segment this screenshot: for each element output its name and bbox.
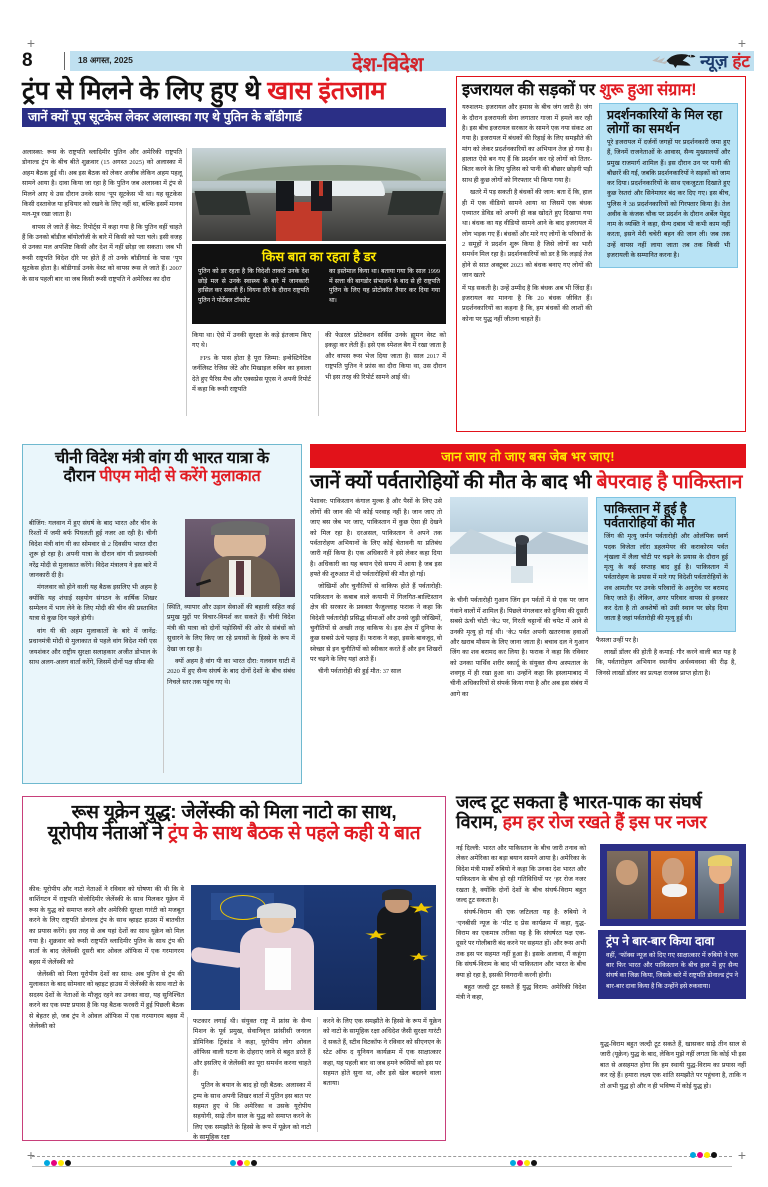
pakistan-sidebox: [596, 497, 736, 631]
lead-body-p3: किया था। ऐसे में उनकी सुरक्षा के कड़े इंतजाम किए गए थे।: [192, 332, 311, 350]
indopak-headline-line2: [456, 812, 746, 832]
pakistan-body-p4: फैसला उन्हीं पर है।: [596, 636, 639, 644]
pakistan-photo: [450, 497, 588, 592]
lead-body-col3: की फेडरल प्रोटेक्शन सर्विस उनके ह्यूमन वेस्ट को इकट्ठा कर लेती हैं। इसे एक स्पेशल बैग में रखा जाता है और वापस रूस भेज दिया जाता है। साल 2017 में राष्ट्रपति पुतिन ने फ्रांस का दौरा किया था, उस दौरान भी इस तरह की रिपोर्ट सामने आई थी।: [325, 332, 446, 381]
pakistan-headline-black: जानें क्यों पर्वतारोहियों की मौत के बाद भी: [310, 471, 597, 493]
china-body-p4: स्थिति, व्यापार और उड़ान सेवाओं की बहाली सहित कई प्रमुख मुद्दों पर विचार-विमर्श कर सकते हैं। चीनी विदेश मंत्री की यात्रा को दोनों पड़ोसियों की ओर से संबंधों को सुधारने के लिए किए जा रहे प्रयासों के हिस्से के रूप में देखा जा रहा है।: [167, 604, 295, 653]
pakistan-body-p3: चीनी पर्वतारोही की हुई मौत: 37 साल: [318, 668, 401, 676]
israel-body-p2: खतरे में पड़ सकती है बंधकों की जान: बता दें कि, हाल ही में एक वीडियो सामने आया था जिसमें एक बंधक एव्यातर डेविड को अपनी ही कब्र खोदते हुए दिखाया गया था। बंधक का यह वीडियो सामने आने के बाद इजरायल में लोग भड़क गए हैं। बंधकों और मारे गए लोगों के परिवारों के 2 समूहों ने प्रदर्शन शुरू किया है जिसे लोगों का भारी समर्थन मिल रहा है। प्रदर्शनकारियों को डर है कि लड़ाई तेज होने से सात अक्टूबर 2023 को बंधक बनाए गए लोगों की जान खतरे: [462, 189, 592, 280]
lead-headline: [22, 76, 446, 106]
pakistan-body-col2: के चीनी पर्वतारोही गुआन जिंग इन पर्वतों में से एक पर जान गंवाने वालों में शामिल हैं। पिछले मंगलवार को दुनिया की दूसरी सबसे ऊंची चोटी ‘के2 पर, गिरती चट्टानों की चपेट में आने से उनकी मृत्यु हो गई थी। ‘के2 पर्वत अपनी खतरनाक हवाओं और खराब मौसम के लिए जाना जाता है। बचाव दल ने गुआन जिंग का शव बरामद कर लिया है। फराक ने कहा कि रविवार को उनका पार्थिव शरीर स्कार्दू के संयुक्त सैन्य अस्पताल के शवगृह में ही रखा हुआ था। उन्होंने कहा कि इस्लामाबाद में चीनी अधिकारियों से संपर्क किया गया है और अब इस संबंध में आगे का: [450, 597, 588, 698]
indopak-story: [456, 792, 746, 1142]
pakistan-body-p5: लाखों डॉलर की होती है कमाई: गौर करने वाली बात यह है कि, पर्वतारोहण अभियान स्थानीय अर्थव्यवस्था की रीढ़ है, जिनसे लाखों डॉलर का प्रत्यक्ष राजस्व प्राप्त होता है।: [596, 649, 736, 677]
crop-mark-bottom-right: [735, 1148, 749, 1162]
lead-story: [22, 76, 446, 432]
indopak-body-p1: नई दिल्ली: भारत और पाकिस्तान के बीच जारी तनाव को लेकर अमेरिका का बड़ा बयान सामने आया है। अमेरिका के विदेश मंत्री मार्को रुबियो ने कहा कि उनका देश भारत और पाकिस्तान के बीच हो रही गतिविधियों पर ‘हर रोज नजर रखता है, क्योंकि दोनों देशों के बीच संघर्ष-विराम बहुत जल्द टूट सकता है।: [456, 845, 586, 904]
china-body-col2: [167, 603, 295, 688]
ukraine-body-p1: कीव: यूरोपीय और नाटो नेताओं ने रविवार को घोषणा की थी कि वे वाशिंगटन में राष्ट्रपति वोलोदिमीर जेलेंस्की के साथ मिलकर यूक्रेन में रूस के युद्ध को समाप्त करने और अमेरिकी सुरक्षा गारंटी को मजबूत करने के लिए राष्ट्रपति डोनाल्ड ट्रंप के साथ व्हाइट हाउस में बातचीत का प्रयास करेंगे। इस तरह से अब यहां देशों का साथ यूक्रेन को मिल गया है। शुक्रवार को रूसी राष्ट्रपति व्लादिमीर पुतिन के साथ ट्रंप की वार्ता के बाद जेलेंस्की दूसरी बार ओवल ऑफिस में एक गरमागरम बहस में जेलेंस्की को: [29, 886, 184, 966]
pakistan-body-p1: पेशावर: पाकिस्तान कंगाल मुल्क है और पैसों के लिए उसे लोगों की जान की भी कोई परवाह नहीं है। जान जाए तो जाए बस जेब भर जाए, पाकिस्तान में कुछ ऐसा ही देखने को मिल रहा है। दरअसल, पाकिस्तान ने अपने तक पर्वतारोहण अभियानों के लिए कोई चेतावनी या प्रतिबंध जारी नहीं किया है। एक अधिकारी ने इसे लेकर कहा दिया है। अधिकारी का यह बयान ऐसे समय में आया है जब इस हफ्ते की शुरुआत में दो पर्वतारोहियों की मौत हो गई।: [310, 498, 442, 579]
lead-headline-red: खास इंतजाम: [267, 77, 386, 105]
israel-body-col1: [462, 103, 592, 325]
brand-name-first: न्यूज़: [700, 51, 728, 71]
ukraine-column-rule-1: [187, 1017, 188, 1132]
lead-photo: [192, 148, 446, 241]
israel-sidebox: [599, 103, 738, 268]
ukraine-headline: [29, 802, 439, 845]
pakistan-headline: [310, 472, 746, 493]
china-body-p3: वांग यी की अहम मुलाकातों के बारे में जानेंद्र: प्रधानमंत्री मोदी से मुलाकात से पहले वांग विदेश मंत्री एस जयशंकर और राष्ट्रीय सुरक्षा सलाहकार अजीत डोभाल के साथ अलग-अलग वार्ता करेंगे, जिसमें दोनों पक्ष सीमा की: [29, 627, 157, 666]
israel-headline: [462, 81, 740, 99]
eagle-icon: [649, 48, 697, 72]
masthead-divider: [64, 52, 65, 70]
cmyk-bar-right: [510, 1160, 537, 1166]
lead-body-p4: FPS के पास होता है पूरा जिम्मा: इन्वेस्टिगेटिव जर्नलिस्ट रेजिस जेंटे और मिखाइल रुबिन का हवाला देते हुए पैरिस मैच और एक्सप्रेस यूएस ने अपनी रिपोर्ट में कहा कि रूसी राष्ट्रपति: [192, 354, 311, 393]
pakistan-body-col1: [310, 497, 442, 700]
china-body-col1: [29, 519, 157, 668]
lead-subhead: जानें क्यों पूप सूटकेस लेकर अलास्का गए थे पुतिन के बॉडीगार्ड: [22, 108, 446, 127]
pakistan-body-col3: [596, 636, 736, 680]
china-photo: [185, 519, 295, 597]
lead-body-col2: [192, 331, 311, 395]
publication-date: 18 अगस्त, 2025: [78, 55, 133, 65]
lead-body-col1: [22, 148, 182, 285]
crop-mark-bottom-left: [24, 1148, 38, 1162]
lead-headline-black: ट्रंप से मिलने के लिए हुए थे: [22, 77, 268, 105]
ukraine-body-p3: फटकार लगाई थी। संयुक्त राष्ट्र में फ्रांस के सैन्य मिशन के पूर्व प्रमुख, सेवानिवृत्त फ्रांसीसी जनरल डोमिनिक ट्रिंकांड ने कहा, यूरोपीय लोग ओवल ऑफिस वाली घटना के दोहराए जाने से बहुत डरते हैं और इसलिए वे जेलेंस्की का पूरा समर्थन करना चाहते हैं।: [193, 1018, 311, 1077]
cmyk-bar-far-right: [690, 1152, 717, 1158]
ukraine-headline-line2-red: ट्रंप के साथ बैठक से पहले कही ये बात: [167, 823, 421, 845]
center-red-banner: जान जाए तो जाए बस जेब भर जाए!: [310, 444, 746, 468]
israel-body-p3: में पड़ सकती है। उन्हें उम्मीद है कि बंधक अब भी जिंदा हैं। इजरायल का मानना है कि 20 बंधक जीवित हैं। प्रदर्शनकारियों का कहना है कि, हम बंधकों की लाशों की कोना पर युद्ध नहीं जीतना चाहते हैं।: [462, 284, 592, 323]
lead-caption-box: [192, 244, 446, 324]
ukraine-headline-line2: [29, 823, 439, 844]
indopak-headline-line1: जल्द टूट सकता है भारत-पाक का संघर्ष: [456, 792, 702, 812]
indopak-body-p3: बहुत जल्दी टूट सकते हैं युद्ध विराम: अमेरिकी विदेश मंत्री ने कहा,: [456, 983, 586, 1002]
indopak-bluebox-title: ट्रंप ने बार-बार किया दावा: [606, 934, 715, 948]
pakistan-story: [310, 444, 746, 784]
indopak-photo: [600, 844, 746, 926]
lead-caption-title: किस बात का रहता है डर: [262, 249, 376, 264]
pakistan-body-p2: जोखिमों और चुनौतियों से वाकिफ होते हैं पर्वतारोही: पाकिस्तान के कबाब वाले कयामी में गिलगित-बाल्टिस्तान क्षेत्र की सरकार के प्रवक्ता फैजुल्लाह फराक ने कहा कि विदेशी पर्वतारोही प्रसिद्ध सीमाओं और उनसे जुड़ी जोखिमों, चुनौतियों से अच्छी तरह वाकिफ थे। इस क्षेत्र में दुनिया के कुछ सबसे ऊंचे पहाड़ हैं। फराक ने कहा, इसके बावजूद, वो स्वेच्छा से इन चुनौतियों को स्वीकार करते हैं और इन शिखरों पर चढ़ने के लिए यहां आते हैं।: [310, 583, 442, 664]
china-headline-line1: चीनी विदेश मंत्री वांग यी भारत यात्रा के: [54, 450, 270, 467]
page-number: 8: [22, 50, 33, 71]
trim-line-bottom: [32, 1156, 732, 1157]
masthead: [22, 48, 754, 74]
china-body-p2: मंगलवार को होने वाली यह बैठक इसलिए भी अहम है क्योंकि यह शंघाई सहयोग संगठन के वार्षिक शिखर सम्मेलन में भाग लेने के लिए मोदी की चीन की प्रस्तावित यात्रा से कुछ दिन पहले होगी।: [29, 584, 157, 623]
indopak-headline-line2-black: विराम,: [456, 812, 503, 833]
ukraine-headline-line2-black: यूरोपीय नेताओं ने: [47, 823, 168, 845]
israel-headline-black: इजरायल की सड़कों पर: [462, 81, 600, 99]
pakistan-sidebox-body: जिंग की मृत्यु जर्मन पर्वतारोही और ओलंपिक स्वर्ण पदक विजेता लॉरा डहलमेयर की कराकोरम पर्वत शृंखला में लैला चोटी पर चढ़ने के प्रयास के दौरान हुई मृत्यु के कई सप्ताह बाद हुई है। पाकिस्तान में पर्वतारोहण के प्रयास में मारे गए विदेशी पर्वतारोहियों के शव आमतौर पर उनके परिवारों के अनुरोध पर बरामद किए जाते हैं। लेकिन, अगर परिवार वापस से इनकार कर देता है तो अवशेषों को उसी स्थान पर छोड़ दिया जाता है जहां पर्वतारोही की मृत्यु हुई थी।: [604, 533, 728, 623]
ukraine-story: [22, 796, 446, 1141]
lead-caption-col1: पुतिन को डर रहता है कि विदेशी ताकतें उनके देश छोड़े मल से उनके स्वास्थ्य के बारे में जानकारी हासिल कर सकती हैं। वियना दौरे के दौरान राष्ट्रपति पुतिन ने पोर्टेबल टॉयलेट: [198, 268, 309, 304]
israel-sidebox-body: पूरे इजरायल में दर्जनों जगहों पर प्रदर्शनकारी जमा हुए हैं, जिनमें राजनेताओं के आवास, सैन्य मुख्यालयों और प्रमुख राजमार्ग शामिल हैं। इस दौरान उन पर पानी की बौछारें की गईं, जबकि प्रदर्शनकारियों ने सड़कों को जाम कर दिया। प्रदर्शनकारियों के साथ एकजुटता दिखाते हुए कुछ रेस्तरां और सिनेमाघर बंद कर दिए गए। इस बीच, पुलिस ने 38 प्रदर्शनकारियों को गिरफ्तार किया है। तेल अवीव के कंजक चौक पर प्रदर्शन के दौरान अर्बेल येहुद नाम के व्यक्ति ने कहा, सैन्य दबाव भी कभी काम नहीं करता, इसने मेरी चचेरी बहन की जान ली। जब तक उन्हें वापस नहीं लाया जाता तब तक किसी भी इजरायली के सम्मानित करना है।: [607, 139, 730, 259]
pakistan-headline-red: बेपरवाह है पाकिस्तान: [596, 471, 743, 493]
cmyk-bar-center: [230, 1160, 257, 1166]
china-headline: [29, 450, 295, 486]
indopak-body-col2: युद्ध-विराम बहुत जल्दी टूट सकते हैं, खासकर साढ़े तीन साल से जारी (यूक्रेन) युद्ध के बाद, लेकिन मुझे नहीं लगता कि कोई भी इस बात से असहमत होगा कि हम स्थायी युद्ध-विराम का प्रयास नहीं कर रहे हैं। हमारा लक्ष्य एक शांति समझौते पर पहुंचना है, ताकि न तो अभी युद्ध हो और न ही भविष्य में कोई युद्ध हो।: [600, 1041, 746, 1090]
lead-column-rule-1: [186, 148, 187, 416]
china-column-rule: [163, 603, 164, 773]
section-title: देश-विदेश: [352, 54, 424, 76]
ukraine-body-p4: पुतिन के बयान के बाद हो रही बैठक: अलास्का में ट्रम्प के साथ अपनी शिखर वार्ता में पुतिन इस बात पर सहमत हुए थे कि अमेरिका व उसके यूरोपीय सहयोगी, साढ़े तीन साल के युद्ध को समाप्त करने के लिए एक समझौते के हिस्से के रूप में यूक्रेन को नाटो के सामूहिक रक्षा: [193, 1082, 311, 1142]
china-headline-line2: [29, 468, 295, 486]
indopak-bluebox-body: वहीं, ‘फॉक्स न्यूज को दिए गए साक्षात्कार में रुबियो ने एक बार फिर भारत और पाकिस्तान के बीच हाल में हुए सैन्य संघर्ष का जिक्र किया, जिसके बारे में राष्ट्रपति डोनाल्ड ट्रंप ने बार-बार दावा किया है कि उन्होंने इसे रुकवाया।: [606, 951, 738, 990]
indopak-bluebox: [598, 930, 746, 999]
lead-body-p1: अलास्का: रूस के राष्ट्रपति व्लादिमीर पुतिन और अमेरिकी राष्ट्रपति डोनाल्ड ट्रंप के बीच बीते शुक्रवार (15 अगस्त 2025) को अलास्का में अहम बैठक हुई थी। अब इस बैठक को लेकर अजीब लेकिन अहम पहलू सामने आया है। दावा किया जा रहा है कि पुतिन जब अलास्का में ट्रंप से मिलने आए थे उस दौरान उनके साथ ‘पूप सूटकेस भी था। यह सूटकेस किसी दस्तावेज या हथियार को रखने के लिए नहीं था, बल्कि इसमें मानव मल-मूत्र रखा जाता है।: [22, 149, 182, 219]
israel-body-p1: यरुशलम: इजरायल और हमास के बीच जंग जारी है। जंग के दौरान इजरायली सेना लगातार गाजा में हमले कर रही है। इस बीच इजरायल सरकार के सामने एक नया संकट आ गया है। इजरायल में बंधकों की रिहाई के लिए समझौते की मांग को लेकर प्रदर्शनकारियों का अभियान तेज हो गया है। हालात ऐसे बन गए हैं कि प्रदर्शन कर रहे लोगों को तितर-बितर करने के लिए पुलिस को पानी की बौछार छोड़नी पड़ी साथ ही कुछ लोगों को गिरफ्तार भी किया गया है।: [462, 104, 592, 184]
brand-logo[interactable]: [649, 48, 750, 72]
lead-body-p2: वापस ले जाते हैं वेस्ट: रिपोर्ट्स में कहा गया है कि पुतिन वहीं चाहते हैं कि उनको बॉडीज बॉयोलॉजी के बारे में किसी को पता चले। इसी वजह से उनका मल अपशिष्ट किसी और देश में नहीं छोड़ा जा सकता। जब भी रूसी राष्ट्रपति विदेश दौरे पर होते हैं तो उनके बॉडीगार्ड के पास ‘पूप सूटकेस होता है। बॉडीगार्ड उनके वेस्ट को वापस रूस ले जाते हैं। 2007 के साथ पहली बार था जब किसी रूसी राष्ट्रपति ने अमेरिका का दौरा: [22, 223, 182, 283]
ukraine-body-col1: [29, 885, 184, 1032]
indopak-headline-line2-red: हम हर रोज रखते हैं इस पर नजर: [502, 812, 707, 833]
ukraine-body-col2: [193, 1017, 311, 1144]
china-body-p5: क्यों अहम है वांग यी का भारत दौरा: गलवान घाटी में 2020 में हुए सैन्य संघर्ष के बाद दोनों देशों के बीच संबंध निचले स्तर तक पहुंच गए थे।: [167, 657, 295, 686]
ukraine-body-col3: करने के लिए एक समझौते के हिस्से के रूप में यूक्रेन को नाटो के सामूहिक रक्षा अधिदेश जैसी सुरक्षा गारंटी दे सकते हैं, स्टीव विटकॉफ ने रविवार को सीएनएन के स्टेट ऑफ द यूनियन कार्यक्रम में एक साक्षात्कार कहा, यह पहली बार था जब हमने रूसियों को इस पर सहमत होते सुना था, और इसे खेल बदलने वाला बताया।: [323, 1018, 441, 1088]
china-headline-line2-red: पीएम मोदी से करेंगे मुलाकात: [99, 468, 261, 486]
pakistan-sidebox-title: पाकिस्तान में हुई है पर्वतारोहियों की मौत: [604, 502, 695, 531]
indopak-body-p2: संघर्ष-विराम की एक जटिलता यह है: रुबियो ने ‘एनबीसी न्यूज के ‘मीट द प्रेस कार्यक्रम में कहा, युद्ध-विराम का एकमात्र तरीका यह है कि संघर्षरत पक्ष एक-दूसरे पर गोलीबारी बंद करने पर सहमत हों। और रूस अभी तक इस पर सहमत नहीं हुआ है। इसके अलावा, मैं कहूंगा कि संघर्ष-विराम के बाद भी पाकिस्तान और भारत के बीच क्या हो रहा है, इसकी निगरानी करनी होगी।: [456, 909, 586, 979]
trim-rule-bottom: [32, 1166, 732, 1167]
china-body-p1: बीजिंग: गलवान में हुए संघर्ष के बाद भारत और चीन के रिश्तों में जमी बर्फ पिघलती हुई नजर आ रही है। चीनी विदेश मंत्री वांग यी का सोमवार से 2 दिवसीय भारत दौरा शुरू हो रहा है। अपनी यात्रा के दौरान वांग यी प्रधानमंत्री नरेंद्र मोदी से मुलाकात करेंगे। विदेश मंत्रालय ने इस बारे में जानकारी दी है।: [29, 520, 157, 579]
ukraine-photo: [191, 885, 436, 1010]
indopak-body-col1: [456, 844, 586, 1004]
china-headline-line2-black: दौरान: [63, 468, 100, 486]
ukraine-body-p2: जेलेंस्की को मिला यूरोपीय देशों का साथ: अब पुतिन से ट्रंप की मुलाकात के बाद सोमवार को व्हाइट हाउस में जेलेंस्की के साथ नाटो के सदस्य देशों के नेताओं के मौजूद रहने का उनका वादा, यह सुनिश्चित करने का एक स्पष्ट प्रयास है कि यह बैठक फरवरी में हुई पिछली बैठक से बेहतर हो, जब ट्रंप ने ओवल ऑफिस में एक गरमागरम बहस में जेलेंस्की को: [29, 971, 184, 1030]
lead-column-rule-2: [318, 331, 319, 416]
china-story: [22, 444, 302, 784]
brand-name-second: हंट: [732, 51, 750, 71]
israel-sidebox-title: प्रदर्शनकारियों के मिल रहा लोगों का समर्थन: [607, 108, 723, 137]
lead-caption-col2: का इस्तेमाल किया था। बताया गया कि साल 1999 में सत्ता की बागडोर संभालने के बाद से ही राष्ट्रपति पुतिन के लिए यह प्रोटोकॉल तैयार कर दिया गया था।: [329, 268, 440, 304]
cmyk-bar-left: [44, 1160, 71, 1166]
israel-headline-red: शुरू हुआ संग्राम!: [599, 81, 697, 99]
ukraine-column-rule-2: [317, 1017, 318, 1132]
ukraine-headline-line1: रूस यूक्रेन युद्ध: जेलेंस्की को मिला नाटो का साथ,: [71, 802, 397, 823]
indopak-headline: [456, 792, 746, 832]
israel-story: [456, 76, 746, 432]
brand-name: [700, 49, 750, 72]
